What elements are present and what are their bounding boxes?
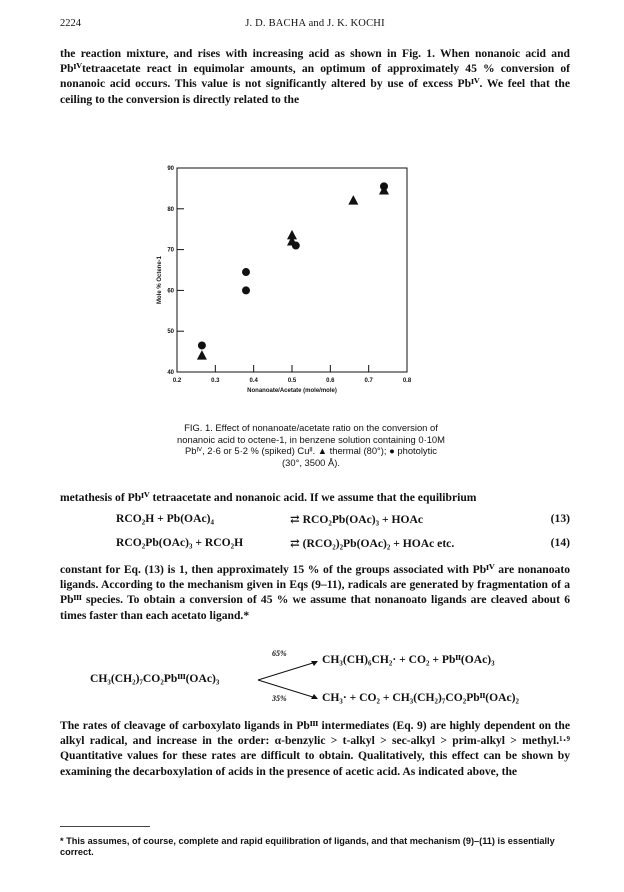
y-tick-label: 50 [167, 329, 174, 336]
thermal-triangle-point [348, 195, 358, 205]
scatter-chart [155, 156, 465, 406]
running-title: J. D. BACHA and J. K. KOCHI [245, 18, 385, 29]
x-tick-label: 0.3 [211, 378, 220, 384]
x-tick-label: 0.5 [287, 378, 297, 384]
scheme-upper-label: 65% [272, 649, 287, 658]
paragraph-4: The rates of cleavage of carboxylato ligands in Pbᴵᴵᴵ intermediates (Eq. 9) are highly dependent on the alkyl radical, and increase in the order: α-benzylic > t-alkyl > sec-alkyl > prim-alkyl > methyl.¹·⁹ Quantitative values for these rates are difficult to obtain. Qualitatively, this effect can be shown by examining the decarboxylation of acids in the presence of acetic acid. As indicated above, the [60, 719, 570, 778]
caption-line-2: nonanoic acid to octene-1, in benzene solution containing 0·10M [177, 433, 445, 445]
eq14-number: (14) [550, 536, 570, 549]
x-tick-label: 0.4 [249, 378, 258, 384]
eq13-lhs: RCO₂H + Pb(OAc)₄ [116, 512, 214, 525]
photolytic-circle-point [242, 286, 250, 294]
scheme-reactant: CH₃(CH₂)₇CO₂Pbᴵᴵᴵ(OAc)₃ [90, 672, 220, 685]
paragraph-2: metathesis of Pbᴵⱽ tetraacetate and nonanoic acid. If we assume that the equilibrium [60, 491, 477, 504]
reaction-scheme [60, 650, 570, 712]
x-axis-label: Nonanoate/Acetate (mole/mole) [247, 388, 337, 394]
photolytic-circle-point [380, 182, 388, 190]
eq13-rhs: ⇄ RCO₂Pb(OAc)₃ + HOAc [290, 513, 424, 526]
photolytic-circle-point [292, 242, 300, 250]
y-axis-label: Mole % Octene-1 [157, 255, 163, 305]
x-tick-label: 0.8 [402, 378, 412, 384]
scheme-lower-product: CH₃· + CO₂ + CH₃(CH₂)₇CO₂Pbᴵᴵ(OAc)₂ [322, 691, 519, 704]
photolytic-circle-point [198, 341, 206, 349]
plot-frame [177, 168, 407, 372]
y-tick-label: 70 [167, 247, 174, 254]
caption-line-1: FIG. 1. Effect of nonanoate/acetate ratio on the conversion of [184, 422, 438, 433]
y-tick-label: 60 [167, 288, 174, 295]
eq13-number: (13) [550, 512, 570, 525]
equation-14 [60, 536, 570, 554]
x-tick-label: 0.6 [326, 378, 335, 384]
y-tick-label: 80 [167, 206, 174, 213]
x-tick-label: 0.7 [364, 378, 373, 384]
scheme-lower-label: 35% [272, 694, 287, 703]
x-tick-label: 0.2 [172, 378, 182, 384]
scheme-upper-product: CH₃(CH)₆CH₂· + CO₂ + Pbᴵᴵ(OAc)₃ [322, 653, 495, 666]
footnote-rule [60, 826, 150, 827]
figure-1 [155, 156, 465, 406]
eq14-rhs: ⇄ (RCO₂)₂Pb(OAc)₂ + HOAc etc. [290, 537, 455, 550]
footnote: * This assumes, of course, complete and rapid equilibration of ligands, and that mechanism (9)–(11) is essentially correct. [60, 836, 555, 858]
page-header [60, 18, 570, 34]
paragraph-3: constant for Eq. (13) is 1, then approximately 15 % of the groups associated with Pbᴵⱽ are nonanoato ligands. According to the mechanism given in Eqs (9–11), radicals are generated by fragmentation of a Pbᴵᴵᴵ species. To obtain a conversion of 45 % we assume that nonanoato ligands are cleaved about 6 times faster than each acetato ligand.* [60, 563, 570, 622]
y-tick-label: 90 [167, 166, 174, 172]
paragraph-1: the reaction mixture, and rises with increasing acid as shown in Fig. 1. When nonanoic acid and Pbᴵⱽtetraacetate react in equimolar amounts, an optimum of approximately 45 % conversion of nonanoic acid occurs. This value is not significantly altered by use of excess Pbᴵⱽ. We feel that the ceiling to the conversion is directly related to the [60, 47, 570, 106]
caption-line-4: (30°, 3500 Å). [282, 456, 340, 468]
caption-line-3: Pbᴵⱽ, 2·6 or 5·2 % (spiked) Cuᴵᴵ. ▲ thermal (80°); ● photolytic [185, 445, 437, 457]
y-tick-label: 40 [167, 370, 174, 376]
figure-caption [166, 422, 456, 468]
equation-13 [60, 512, 570, 530]
page-number: 2224 [60, 18, 81, 29]
photolytic-circle-point [242, 268, 250, 276]
scheme-arrows [256, 656, 322, 704]
eq14-lhs: RCO₂Pb(OAc)₃ + RCO₂H [116, 536, 244, 549]
thermal-triangle-point [197, 350, 207, 360]
